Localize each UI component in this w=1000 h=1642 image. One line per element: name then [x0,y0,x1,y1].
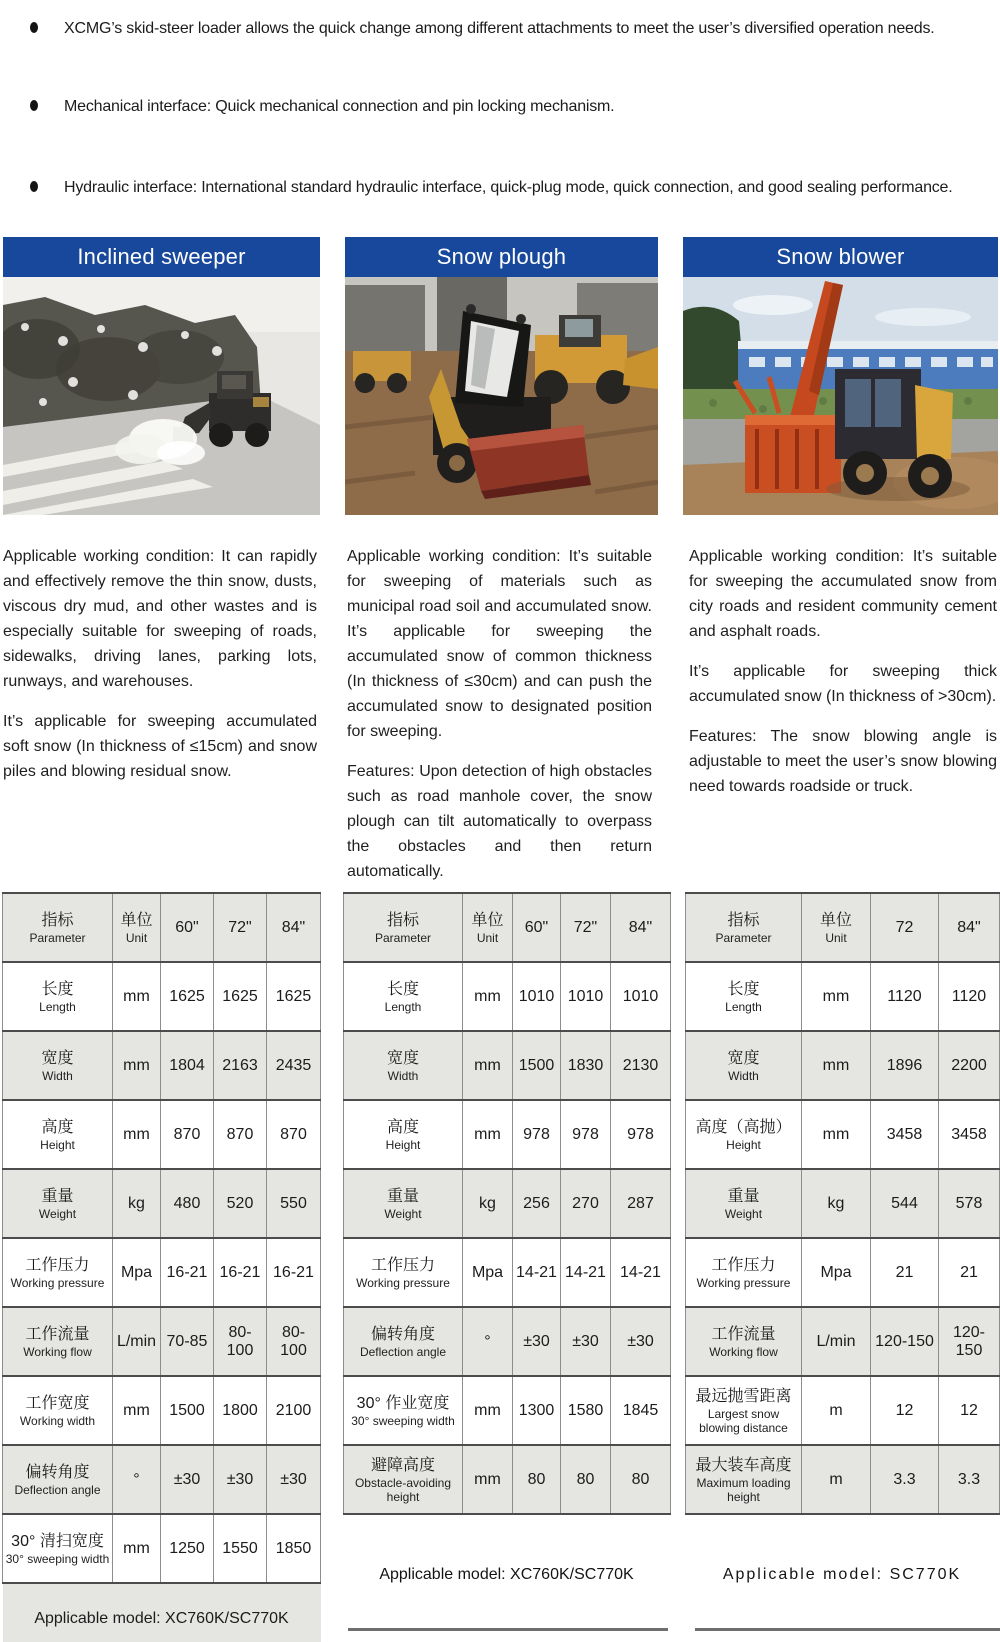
label-en: Weight [38,1206,77,1221]
label-cn: 长度 [386,980,419,998]
spec-value-cell: 1580 [561,1376,611,1445]
spec-unit-cell: m [802,1376,871,1445]
spec-row [344,1100,671,1169]
param-header-cell [686,893,802,962]
label-en: Deflection angle [359,1344,447,1359]
unit-header-cell [802,893,871,962]
divider [695,1628,1000,1631]
label-cn: 偏转角度 [370,1325,435,1343]
spec-value-cell: ±30 [611,1307,671,1376]
spec-value-cell: 978 [611,1100,671,1169]
label-cn: 工作压力 [25,1256,90,1274]
spec-label-cell [3,1307,113,1376]
spec-value-cell: ±30 [267,1445,321,1514]
spec-value-cell: 1500 [161,1376,214,1445]
spec-value-cell: 480 [161,1169,214,1238]
param-header-cell [3,893,113,962]
label-cn: 高度（高抛） [695,1118,792,1136]
label-en: Unit [125,930,148,945]
spec-value-cell: 870 [267,1100,321,1169]
column-header-snow-blower: Snow blower [683,237,998,277]
label-en: Parameter [715,930,772,945]
spec-label-cell [344,1445,463,1514]
spec-value-cell: 1010 [513,962,561,1031]
label-en: Length [39,999,76,1014]
bullet-item [28,96,958,118]
label-cn: 高度 [386,1118,419,1136]
label-en: Height [726,1137,761,1152]
bullet-icon [30,100,38,111]
spec-value-cell: 1300 [513,1376,561,1445]
spec-value-cell: 1625 [214,962,267,1031]
spec-value-cell: 2200 [939,1031,1000,1100]
inclined-sweeper-photo [3,277,320,515]
spec-row [3,1445,321,1514]
spec-unit-cell: Mpa [113,1238,161,1307]
spec-label-cell [686,1100,802,1169]
spec-unit-cell: mm [463,1031,513,1100]
spec-value-cell: 1896 [871,1031,939,1100]
spec-row [344,1031,671,1100]
label-cn: 指标 [386,911,419,929]
label-cn: 单位 [819,911,852,929]
label-en: Working width [19,1413,96,1428]
label-en: Length [725,999,762,1014]
spec-label-cell [3,1445,113,1514]
spec-label-cell [686,1307,802,1376]
label-cn: 偏转角度 [25,1463,90,1481]
spec-value-cell: ±30 [161,1445,214,1514]
applicable-model-note: Applicable model: XC760K/SC770K [379,1566,634,1583]
spec-value-cell: 1500 [513,1031,561,1100]
spec-label-cell [3,1376,113,1445]
label-cn: 30° 作业宽度 [356,1394,450,1412]
spec-label-cell [344,1238,463,1307]
spec-value-cell: 1625 [267,962,321,1031]
spec-row [3,1100,321,1169]
label-cn: 工作压力 [370,1256,435,1274]
label-en: 30° sweeping width [351,1413,455,1428]
label-cn: 宽度 [41,1049,74,1067]
spec-value-cell: 80-100 [214,1307,267,1376]
spec-value-cell: 1010 [561,962,611,1031]
spec-value-cell: 287 [611,1169,671,1238]
spec-row [3,1376,321,1445]
spec-row [3,1238,321,1307]
spec-value-cell: 3.3 [939,1445,1000,1514]
label-cn: 宽度 [386,1049,419,1067]
spec-row [3,1031,321,1100]
spec-row [686,1100,1000,1169]
label-cn: 最远抛雪距离 [695,1387,792,1405]
label-en: Unit [825,930,847,945]
spec-value-cell: 1120 [871,962,939,1031]
paragraph: It’s applicable for sweeping thick accumulated snow (In thickness of >30cm). [689,663,997,705]
spec-value-cell: 544 [871,1169,939,1238]
spec-value-cell: 578 [939,1169,1000,1238]
spec-value-cell: 80 [611,1445,671,1514]
spec-value-cell: 1845 [611,1376,671,1445]
bullet-item [28,18,958,40]
unit-header-cell [463,893,513,962]
label-en: Width [42,1068,73,1083]
spec-unit-cell: m [802,1445,871,1514]
spec-label-cell [3,1238,113,1307]
spec-label-cell [686,1031,802,1100]
label-en: Weight [384,1206,422,1221]
label-cn: 单位 [471,911,504,929]
spec-row [344,1238,671,1307]
spec-value-cell: 1800 [214,1376,267,1445]
spec-value-cell: 3458 [939,1100,1000,1169]
size-header-cell: 84" [939,893,1000,962]
spec-unit-cell: kg [113,1169,161,1238]
spec-label-cell [344,1376,463,1445]
spec-header-row [344,893,671,962]
description-snow-plough [347,544,652,899]
description-inclined-sweeper [3,544,317,799]
spec-value-cell: 16-21 [214,1238,267,1307]
spec-unit-cell: mm [463,1376,513,1445]
size-header-cell: 84" [267,893,321,962]
spec-value-cell: 16-21 [161,1238,214,1307]
spec-value-cell: 14-21 [611,1238,671,1307]
spec-value-cell: ±30 [513,1307,561,1376]
spec-row [686,1169,1000,1238]
label-en: Working flow [709,1344,778,1359]
spec-unit-cell: mm [463,962,513,1031]
spec-value-cell: 978 [513,1100,561,1169]
spec-label-cell [344,1031,463,1100]
spec-value-cell: 12 [939,1376,1000,1445]
spec-value-cell: 21 [871,1238,939,1307]
label-cn: 避障高度 [370,1456,435,1474]
spec-label-cell [3,1100,113,1169]
label-en: Unit [476,930,499,945]
spec-value-cell: ±30 [561,1307,611,1376]
paragraph: Features: The snow blowing angle is adjustable to meet the user’s snow blowing need towards roadside or truck. [689,728,997,795]
label-en: Maximum loading height [696,1475,791,1504]
spec-value-cell: 14-21 [513,1238,561,1307]
label-cn: 工作压力 [711,1256,776,1274]
size-header-cell: 60" [161,893,214,962]
label-cn: 长度 [41,980,74,998]
spec-value-cell: 1550 [214,1514,267,1583]
spec-label-cell [686,1445,802,1514]
label-cn: 指标 [727,911,760,929]
label-cn: 重量 [727,1187,760,1205]
spec-value-cell: 870 [214,1100,267,1169]
spec-label-cell [3,1031,113,1100]
spec-footer-row [3,1583,321,1642]
bullet-text: XCMG’s skid-steer loader allows the quick change among different attachments to meet the user’s diversified operation needs. [64,20,935,37]
spec-row [344,1169,671,1238]
spec-label-cell [344,1169,463,1238]
spec-unit-cell: mm [113,1376,161,1445]
spec-unit-cell: mm [113,1031,161,1100]
label-en: Working flow [23,1344,92,1359]
spec-unit-cell: mm [113,962,161,1031]
spec-value-cell: 2100 [267,1376,321,1445]
spec-value-cell: 14-21 [561,1238,611,1307]
paragraph: Applicable working condition: It’s suitable for sweeping the accumulated snow from city roads and resident community cement and asphalt roads. [689,548,997,640]
label-en: Height [385,1137,421,1152]
label-en: Width [387,1068,419,1083]
paragraph: Features: Upon detection of high obstacles such as road manhole cover, the snow plough can tilt automatically to overpass the obstacles and then return automatically. [347,763,652,880]
column-header-inclined-sweeper: Inclined sweeper [3,237,320,277]
label-cn: 单位 [120,911,153,929]
spec-label-cell [344,1307,463,1376]
spec-label-cell [686,962,802,1031]
spec-value-cell: 1804 [161,1031,214,1100]
bullet-icon [30,181,38,192]
label-en: Obstacle-avoiding height [354,1475,452,1504]
label-en: Deflection angle [14,1482,101,1497]
spec-row [3,1307,321,1376]
bullet-icon [30,22,38,33]
spec-unit-cell: Mpa [463,1238,513,1307]
spec-unit-cell: mm [802,1100,871,1169]
spec-value-cell: 80-100 [267,1307,321,1376]
spec-value-cell: 550 [267,1169,321,1238]
label-cn: 30° 清扫宽度 [11,1532,104,1550]
spec-label-cell [3,1514,113,1583]
column-header-snow-plough: Snow plough [345,237,658,277]
label-cn: 重量 [386,1187,419,1205]
paragraph: Applicable working condition: It can rapidly and effectively remove the thin snow, dusts, viscous dry mud, and other wastes and is especially suitable for sweeping of roads, sidewalks, driving lanes, parking lots, runways, and warehouses. [3,548,317,690]
spec-value-cell: 16-21 [267,1238,321,1307]
spec-value-cell: 270 [561,1169,611,1238]
spec-row [686,962,1000,1031]
spec-row [686,1445,1000,1514]
spec-row [3,962,321,1031]
label-en: Largest snow blowing distance [699,1406,788,1435]
label-cn: 最大装车高度 [695,1456,792,1474]
spec-header-row [686,893,1000,962]
spec-value-cell: 12 [871,1376,939,1445]
spec-label-cell [3,962,113,1031]
snow-blower-photo [683,277,998,515]
bullet-text: Hydraulic interface: International standard hydraulic interface, quick-plug mode, quick connection, and good sealing performance. [64,179,953,196]
spec-row [344,962,671,1031]
bullet-text: Mechanical interface: Quick mechanical connection and pin locking mechanism. [64,98,615,115]
description-snow-blower [689,544,997,814]
spec-row [3,1169,321,1238]
spec-unit-cell: mm [463,1100,513,1169]
size-header-cell: 72 [871,893,939,962]
label-en: Working pressure [696,1275,791,1290]
spec-unit-cell: mm [113,1514,161,1583]
spec-header-row [3,893,321,962]
spec-value-cell: 978 [561,1100,611,1169]
spec-unit-cell: kg [802,1169,871,1238]
spec-value-cell: ±30 [214,1445,267,1514]
label-cn: 长度 [727,980,760,998]
inclined-sweeper-spec-table [2,892,321,1642]
spec-unit-cell: L/min [802,1307,871,1376]
label-en: Working pressure [10,1275,105,1290]
spec-label-cell [686,1169,802,1238]
bullet-item [28,177,958,199]
spec-label-cell [3,1169,113,1238]
size-header-cell: 84" [611,893,671,962]
label-en: Working pressure [356,1275,450,1290]
spec-unit-cell: L/min [113,1307,161,1376]
unit-header-cell [113,893,161,962]
spec-row [344,1445,671,1514]
spec-value-cell: 70-85 [161,1307,214,1376]
spec-label-cell [686,1376,802,1445]
spec-value-cell: 1625 [161,962,214,1031]
spec-row [686,1238,1000,1307]
spec-value-cell: 2435 [267,1031,321,1100]
spec-label-cell [344,962,463,1031]
spec-unit-cell: mm [113,1100,161,1169]
label-en: Weight [724,1206,763,1221]
spec-unit-cell: ° [463,1307,513,1376]
spec-value-cell: 2163 [214,1031,267,1100]
spec-unit-cell: kg [463,1169,513,1238]
spec-value-cell: 870 [161,1100,214,1169]
applicable-model-cell: Applicable model: XC760K/SC770K [3,1583,321,1642]
spec-value-cell: 3.3 [871,1445,939,1514]
spec-row [686,1376,1000,1445]
spec-value-cell: 1830 [561,1031,611,1100]
spec-unit-cell: Mpa [802,1238,871,1307]
spec-value-cell: 256 [513,1169,561,1238]
spec-label-cell [344,1100,463,1169]
spec-row [344,1376,671,1445]
spec-row [344,1307,671,1376]
label-cn: 工作流量 [711,1325,776,1343]
spec-value-cell: 80 [561,1445,611,1514]
spec-value-cell: 2130 [611,1031,671,1100]
snow-plough-photo [345,277,658,515]
snow-blower-spec-table [685,892,1000,1515]
label-cn: 高度 [41,1118,74,1136]
label-en: Parameter [374,930,432,945]
label-cn: 指标 [41,911,74,929]
spec-value-cell: 1120 [939,962,1000,1031]
divider [348,1628,668,1631]
spec-value-cell: 520 [214,1169,267,1238]
label-en: 30° sweeping width [5,1551,110,1566]
spec-value-cell: 1250 [161,1514,214,1583]
paragraph: It’s applicable for sweeping accumulated soft snow (In thickness of ≤15cm) and snow piles and blowing residual snow. [3,713,317,780]
spec-value-cell: 1850 [267,1514,321,1583]
spec-row [686,1307,1000,1376]
spec-unit-cell: mm [463,1445,513,1514]
size-header-cell: 60" [513,893,561,962]
spec-value-cell: 80 [513,1445,561,1514]
label-en: Height [40,1137,75,1152]
label-cn: 宽度 [727,1049,760,1067]
paragraph: Applicable working condition: It’s suitable for sweeping of materials such as municipal road soil and accumulated snow. It’s applicable for sweeping the accumulated snow of common thickness (In thickness of ≤30cm) and can push the accumulated snow to designated position for sweeping. [347,548,652,740]
snow-plough-spec-table [343,892,671,1515]
spec-row [686,1031,1000,1100]
applicable-model-note: Applicable model: SC770K [722,1566,962,1583]
label-cn: 工作流量 [25,1325,90,1343]
spec-value-cell: 120-150 [939,1307,1000,1376]
spec-value-cell: 3458 [871,1100,939,1169]
size-header-cell: 72" [214,893,267,962]
spec-unit-cell: mm [802,962,871,1031]
label-cn: 重量 [41,1187,74,1205]
label-en: Parameter [29,930,86,945]
param-header-cell [344,893,463,962]
spec-value-cell: 21 [939,1238,1000,1307]
spec-label-cell [686,1238,802,1307]
spec-unit-cell: ° [113,1445,161,1514]
label-en: Length [384,999,422,1014]
label-en: Width [728,1068,759,1083]
spec-value-cell: 1010 [611,962,671,1031]
spec-unit-cell: mm [802,1031,871,1100]
size-header-cell: 72" [561,893,611,962]
label-cn: 工作宽度 [25,1394,90,1412]
spec-row [3,1514,321,1583]
spec-value-cell: 120-150 [871,1307,939,1376]
